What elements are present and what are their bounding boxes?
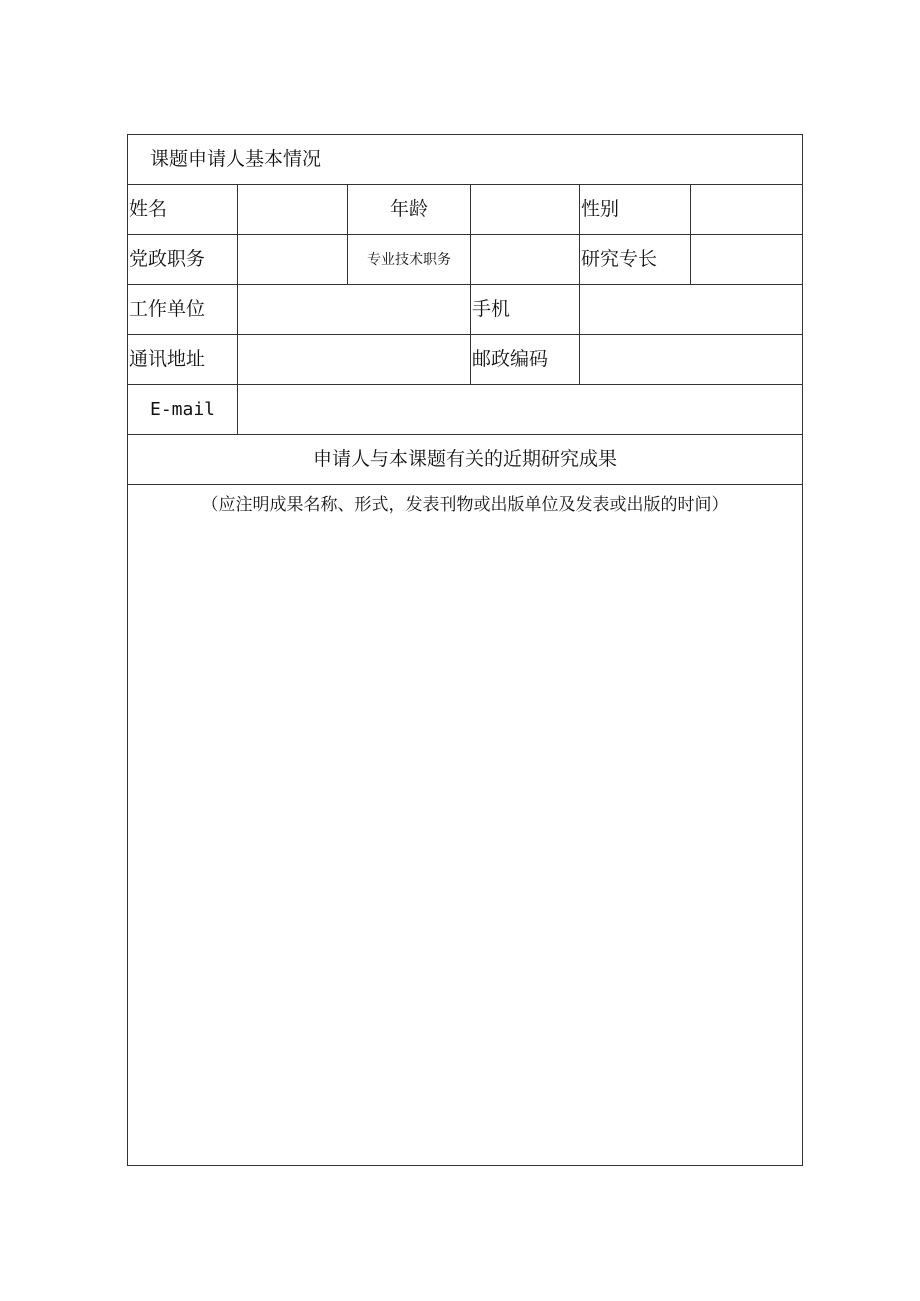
address-field[interactable]	[238, 335, 471, 385]
results-note: （应注明成果名称、形式，发表刊物或出版单位及发表或出版的时间）	[201, 495, 729, 515]
mobile-field[interactable]	[580, 285, 803, 335]
applicant-form-table	[127, 134, 803, 1166]
workplace-field[interactable]	[238, 285, 471, 335]
address-label: 通讯地址	[128, 335, 238, 385]
tech-post-label: 专业技术职务	[348, 235, 471, 285]
party-post-label: 党政职务	[128, 235, 238, 285]
results-area[interactable]	[128, 485, 803, 1166]
gender-label: 性别	[580, 185, 691, 235]
section-results-title: 申请人与本课题有关的近期研究成果	[128, 435, 803, 485]
workplace-label: 工作单位	[128, 285, 238, 335]
specialty-field[interactable]	[691, 235, 803, 285]
gender-field[interactable]	[691, 185, 803, 235]
specialty-label: 研究专长	[580, 235, 691, 285]
mobile-label: 手机	[471, 285, 580, 335]
email-field[interactable]	[238, 385, 803, 435]
name-field[interactable]	[238, 185, 348, 235]
age-field[interactable]	[471, 185, 580, 235]
email-label: E-mail	[128, 385, 238, 435]
age-label: 年龄	[348, 185, 471, 235]
section-basic-info-title: 课题申请人基本情况	[128, 135, 803, 185]
tech-post-field[interactable]	[471, 235, 580, 285]
party-post-field[interactable]	[238, 235, 348, 285]
postcode-field[interactable]	[580, 335, 803, 385]
postcode-label: 邮政编码	[471, 335, 580, 385]
name-label: 姓名	[128, 185, 238, 235]
